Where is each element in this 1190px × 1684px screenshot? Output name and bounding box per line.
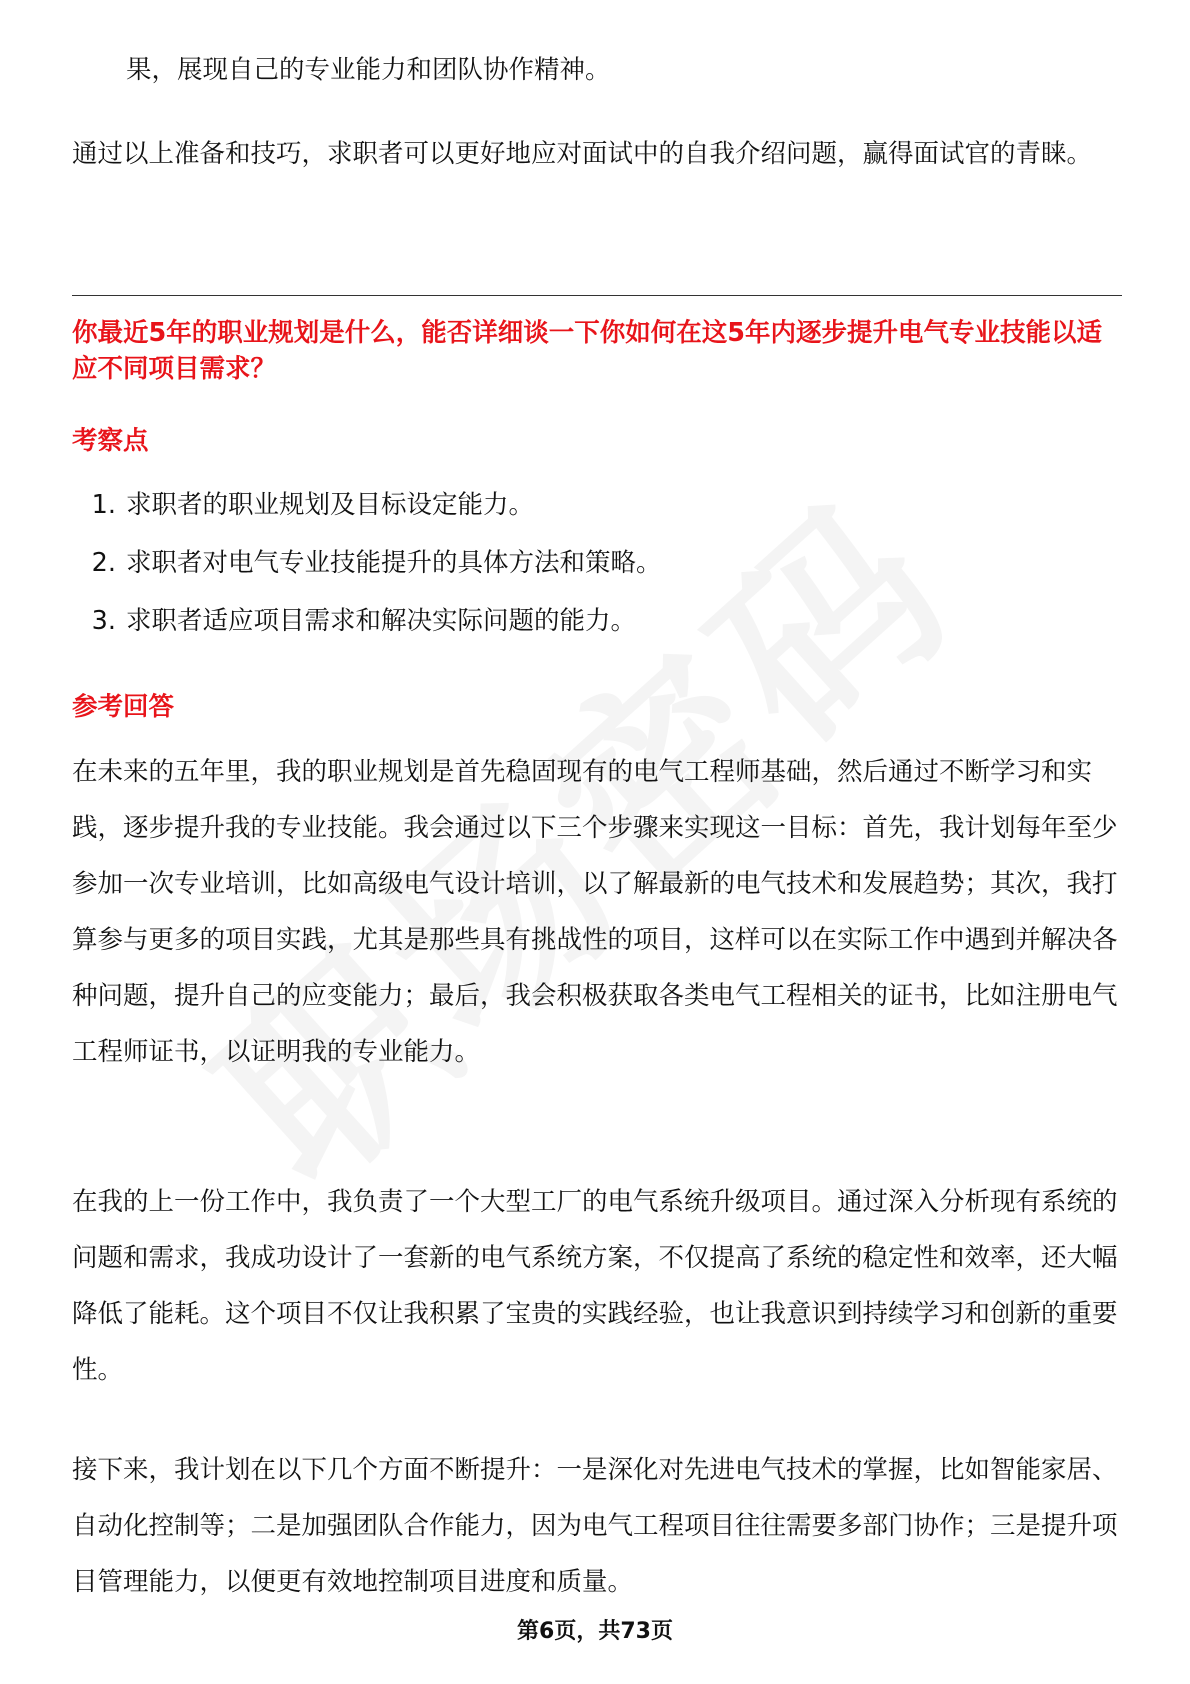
- list-item-number: 1.: [91, 490, 116, 520]
- list-item-text: 求职者的职业规划及目标设定能力。: [126, 490, 535, 520]
- assessment-heading: 考察点: [72, 426, 149, 456]
- list-item-text: 求职者适应项目需求和解决实际问题的能力。: [126, 606, 637, 636]
- list-item-text: 求职者对电气专业技能提升的具体方法和策略。: [126, 548, 662, 578]
- list-item: [72, 602, 662, 660]
- list-item: [72, 486, 662, 544]
- answer-paragraph: 在未来的五年里，我的职业规划是首先稳固现有的电气工程师基础，然后通过不断学习和实践，逐步提升我的专业技能。我会通过以下三个步骤来实现这一目标：首先，我计划每年至少参加一次专业培训，比如高级电气设计培训，以了解最新的电气技术和发展趋势；其次，我打算参与更多的项目实践，尤其是那些具有挑战性的项目，这样可以在实际工作中遇到并解决各种问题，提升自己的应变能力；最后，我会积极获取各类电气工程相关的证书，比如注册电气工程师证书，以证明我的专业能力。: [72, 757, 1118, 1067]
- question-heading: 你最近5年的职业规划是什么，能否详细谈一下你如何在这5年内逐步提升电气专业技能以适应不同项目需求？: [72, 318, 1102, 384]
- answer-paragraph: 接下来，我计划在以下几个方面不断提升：一是深化对先进电气技术的掌握，比如智能家居、自动化控制等；二是加强团队合作能力，因为电气工程项目往往需要多部门协作；三是提升项目管理能力，以便更有效地控制项目进度和质量。: [72, 1455, 1118, 1597]
- assessment-list: [72, 486, 662, 660]
- answer-paragraph: 在我的上一份工作中，我负责了一个大型工厂的电气系统升级项目。通过深入分析现有系统的问题和需求，我成功设计了一套新的电气系统方案，不仅提高了系统的稳定性和效率，还大幅降低了能耗。这个项目不仅让我积累了宝贵的实践经验，也让我意识到持续学习和创新的重要性。: [72, 1187, 1118, 1385]
- list-item-number: 3.: [91, 606, 116, 636]
- section-divider: [72, 295, 1122, 296]
- page-footer: 第6页，共73页: [517, 1619, 673, 1644]
- continuation-line: 果，展现自己的专业能力和团队协作精神。: [126, 55, 611, 85]
- summary-paragraph: 通过以上准备和技巧，求职者可以更好地应对面试中的自我介绍问题，赢得面试官的青睐。: [72, 139, 1093, 169]
- answer-heading: 参考回答: [72, 692, 175, 722]
- list-item: [72, 544, 662, 602]
- list-item-number: 2.: [91, 548, 116, 578]
